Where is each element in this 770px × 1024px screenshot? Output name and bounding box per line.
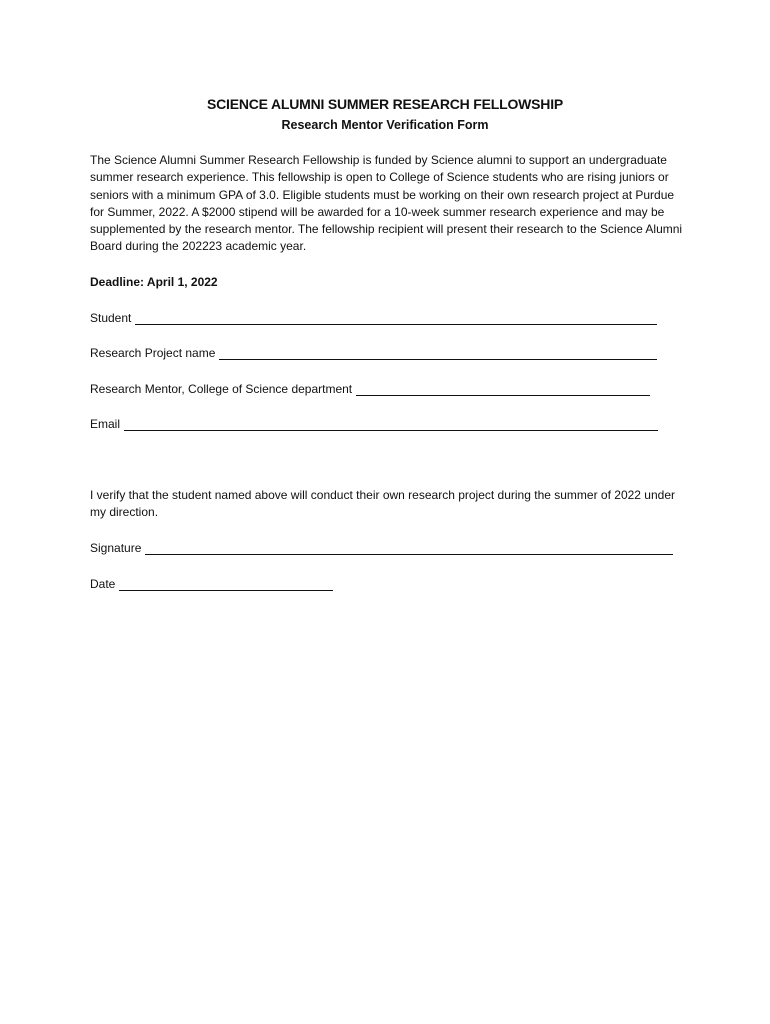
mentor-field	[90, 382, 650, 396]
deadline-text: Deadline: April 1, 2022	[90, 275, 218, 289]
signature-label: Signature	[90, 541, 142, 555]
project-input-line[interactable]	[219, 348, 657, 360]
email-input-line[interactable]	[124, 419, 658, 431]
date-input-line[interactable]	[119, 579, 333, 591]
student-field	[90, 311, 657, 325]
project-field	[90, 346, 657, 360]
form-title: SCIENCE ALUMNI SUMMER RESEARCH FELLOWSHIP	[206, 96, 564, 112]
intro-paragraph: The Science Alumni Summer Research Fellowship is funded by Science alumni to support an undergraduate summer research experience. This fellowship is open to College of Science students who are rising juniors or seniors with a minimum GPA of 3.0. Eligible students must be working on their own research project at Purdue for Summer, 2022. A $2000 stipend will be awarded for a 10-week summer research experience and may be supplemented by the research mentor. The fellowship recipient will present their research to the Science Alumni Board during the 202223 academic year.	[90, 153, 683, 254]
student-label: Student	[90, 311, 132, 325]
date-field	[90, 577, 333, 591]
email-field	[90, 417, 658, 431]
verification-statement: I verify that the student named above will conduct their own research project during the summer of 2022 under my direction.	[90, 488, 675, 520]
date-label: Date	[90, 577, 116, 591]
project-label: Research Project name	[90, 346, 216, 360]
signature-field	[90, 541, 673, 555]
mentor-label: Research Mentor, College of Science department	[90, 382, 353, 396]
mentor-input-line[interactable]	[356, 384, 650, 396]
form-subtitle: Research Mentor Verification Form	[281, 118, 489, 132]
signature-input-line[interactable]	[145, 543, 673, 555]
student-input-line[interactable]	[135, 313, 657, 325]
email-label: Email	[90, 417, 121, 431]
